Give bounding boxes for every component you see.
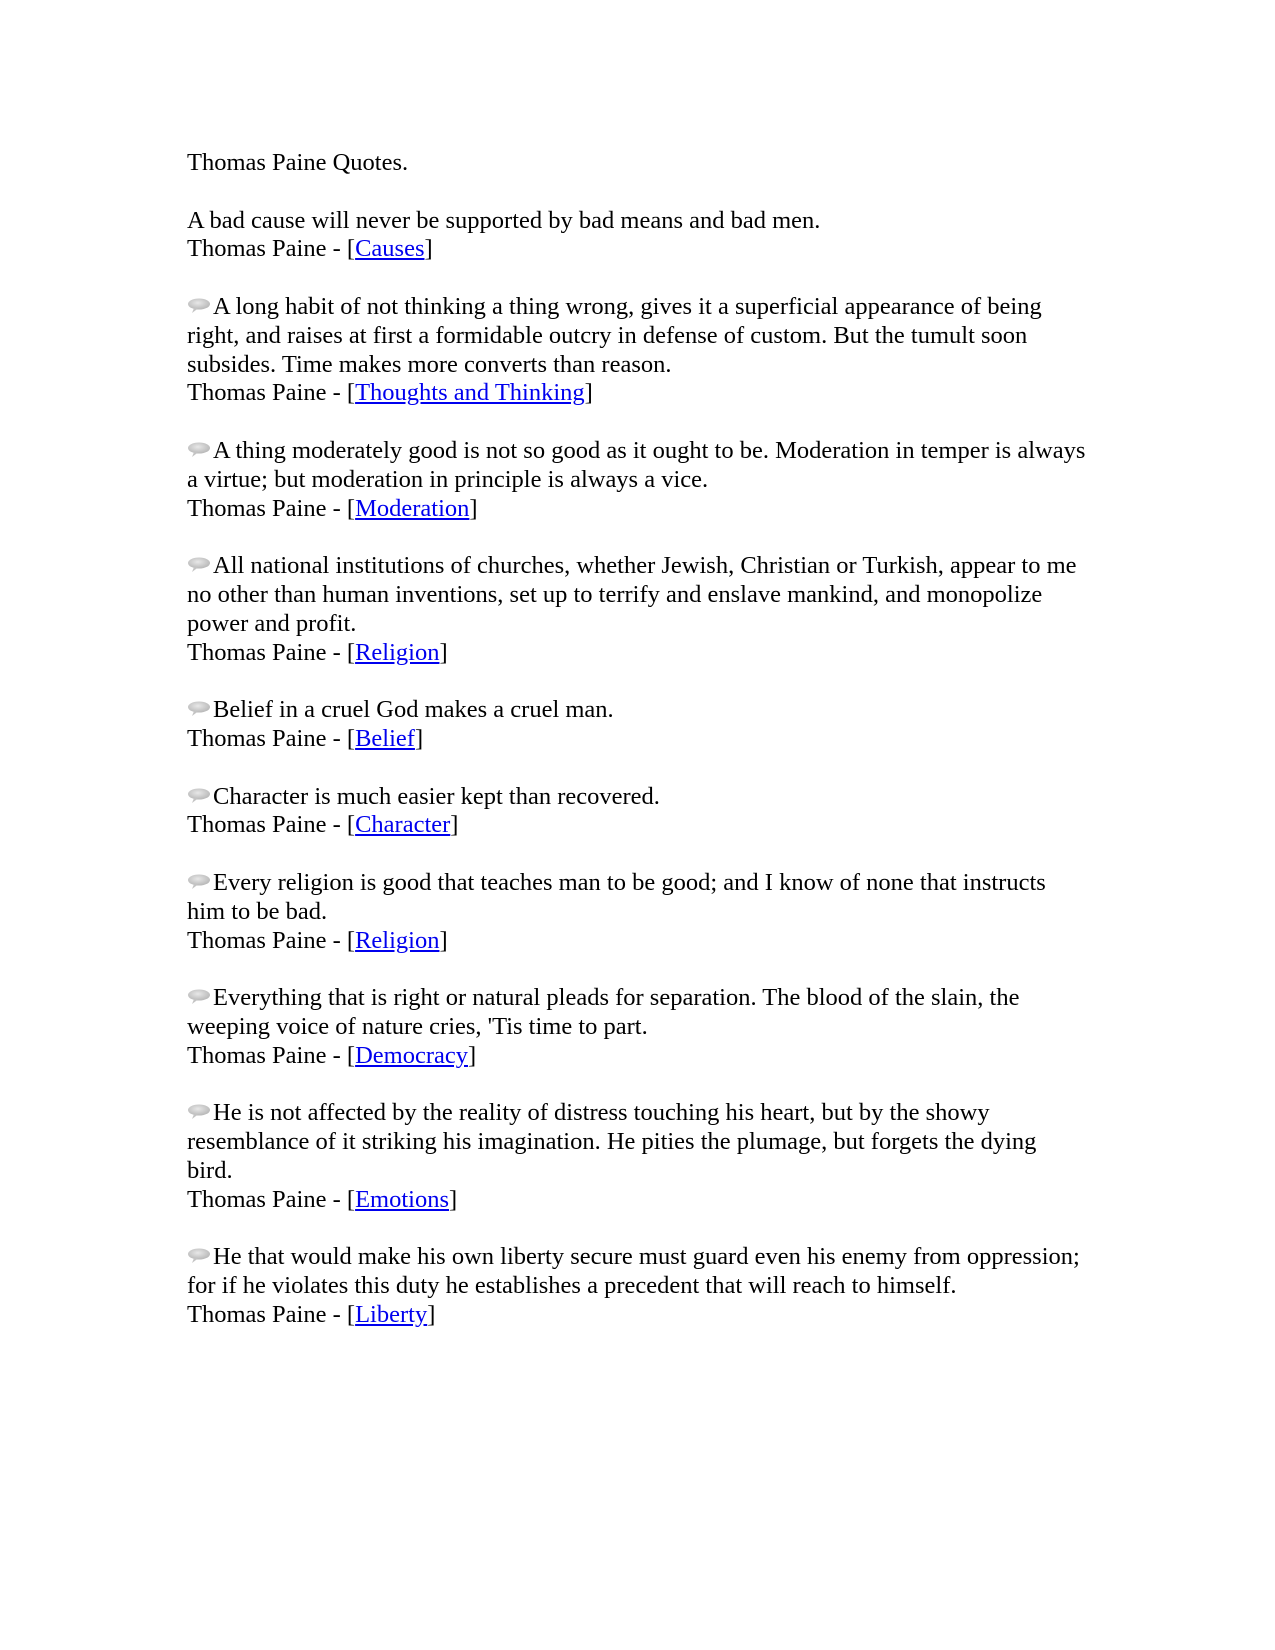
topic-link[interactable]: Liberty <box>355 1300 428 1328</box>
quote-author: Thomas Paine <box>187 379 327 407</box>
quote-item <box>187 293 1087 408</box>
quote-attribution: Thomas Paine - [Thoughts and Thinking] <box>187 379 593 407</box>
page-title: Thomas Paine Quotes. <box>187 149 409 176</box>
quote-attribution: Thomas Paine - [Religion] <box>187 926 448 954</box>
quote-text <box>187 869 1087 927</box>
quote-body: Belief in a cruel God makes a cruel man. <box>213 696 614 724</box>
speech-bubble-icon <box>187 444 212 458</box>
quote-body: A bad cause will never be supported by bad means and bad men. <box>187 206 821 234</box>
speech-bubble-icon <box>187 790 212 804</box>
quote-item <box>187 437 1087 523</box>
quote-body: He is not affected by the reality of distress touching his heart, but by the showy resemblance of it striking his imagination. He pities the plumage, but forgets the dying bird. <box>187 1099 1037 1184</box>
quote-author: Thomas Paine <box>187 811 327 839</box>
quote-text <box>187 1099 1087 1185</box>
quote-author: Thomas Paine <box>187 1185 327 1213</box>
quote-attribution: Thomas Paine - [Character] <box>187 811 459 839</box>
quote-item <box>187 1099 1087 1214</box>
quote-body: A long habit of not thinking a thing wrong, gives it a superficial appearance of being right, and raises at first a formidable outcry in defense of custom. But the tumult soon subsides. Time makes more converts than reason. <box>187 292 1042 378</box>
quote-text <box>187 984 1087 1042</box>
quote-item <box>187 984 1087 1070</box>
quote-text <box>187 437 1087 495</box>
quote-attribution: Thomas Paine - [Belief] <box>187 724 424 752</box>
quote-body: Character is much easier kept than recovered. <box>213 782 660 810</box>
quote-author: Thomas Paine <box>187 1041 327 1069</box>
speech-bubble-icon <box>187 1250 212 1264</box>
topic-link[interactable]: Emotions <box>355 1185 449 1213</box>
quote-body: A thing moderately good is not so good as it ought to be. Moderation in temper is always a virtue; but moderation in principle is always a vice. <box>187 436 1086 493</box>
speech-bubble-icon <box>187 991 212 1005</box>
quote-item <box>187 696 1087 754</box>
quote-body: He that would make his own liberty secure must guard even his enemy from oppression; for if he violates this duty he establishes a precedent that will reach to himself. <box>187 1243 1080 1300</box>
quote-author: Thomas Paine <box>187 235 327 263</box>
quote-author: Thomas Paine <box>187 1300 327 1328</box>
document-page <box>187 149 1087 1330</box>
quote-text <box>187 696 1087 725</box>
quote-text <box>187 783 1087 812</box>
quote-body: Everything that is right or natural pleads for separation. The blood of the slain, the weeping voice of nature cries, 'Tis time to part. <box>187 984 1020 1040</box>
quote-author: Thomas Paine <box>187 638 327 666</box>
quote-author: Thomas Paine <box>187 724 327 752</box>
quote-author: Thomas Paine <box>187 494 327 522</box>
speech-bubble-icon <box>187 300 212 314</box>
topic-link[interactable]: Democracy <box>355 1041 468 1069</box>
speech-bubble-icon <box>187 703 212 717</box>
quote-item <box>187 207 1087 265</box>
quote-text <box>187 1243 1087 1301</box>
topic-link[interactable]: Causes <box>355 235 425 263</box>
quote-body: All national institutions of churches, whether Jewish, Christian or Turkish, appear to me no other than human inventions, set up to terrify and enslave mankind, and monopolize power and profit. <box>187 552 1077 637</box>
topic-link[interactable]: Character <box>355 811 451 839</box>
quote-item <box>187 869 1087 955</box>
topic-link[interactable]: Thoughts and Thinking <box>355 379 585 407</box>
quote-attribution: Thomas Paine - [Moderation] <box>187 494 478 522</box>
speech-bubble-icon <box>187 559 212 573</box>
quote-text <box>187 207 1087 236</box>
quote-text <box>187 293 1087 379</box>
quote-attribution: Thomas Paine - [Democracy] <box>187 1041 477 1069</box>
topic-link[interactable]: Belief <box>355 724 415 752</box>
quote-item <box>187 1243 1087 1329</box>
speech-bubble-icon <box>187 876 212 890</box>
quote-attribution: Thomas Paine - [Causes] <box>187 235 433 263</box>
quote-author: Thomas Paine <box>187 926 327 954</box>
quotes-list <box>187 207 1087 1330</box>
quote-attribution: Thomas Paine - [Liberty] <box>187 1300 436 1328</box>
topic-link[interactable]: Religion <box>355 638 440 666</box>
quote-body: Every religion is good that teaches man to be good; and I know of none that instructs him to be bad. <box>187 868 1046 925</box>
quote-attribution: Thomas Paine - [Religion] <box>187 638 448 666</box>
topic-link[interactable]: Moderation <box>355 494 470 522</box>
topic-link[interactable]: Religion <box>355 926 440 954</box>
quote-attribution: Thomas Paine - [Emotions] <box>187 1185 458 1213</box>
quote-text <box>187 552 1087 638</box>
speech-bubble-icon <box>187 1106 212 1120</box>
quote-item <box>187 552 1087 667</box>
quote-item <box>187 783 1087 841</box>
